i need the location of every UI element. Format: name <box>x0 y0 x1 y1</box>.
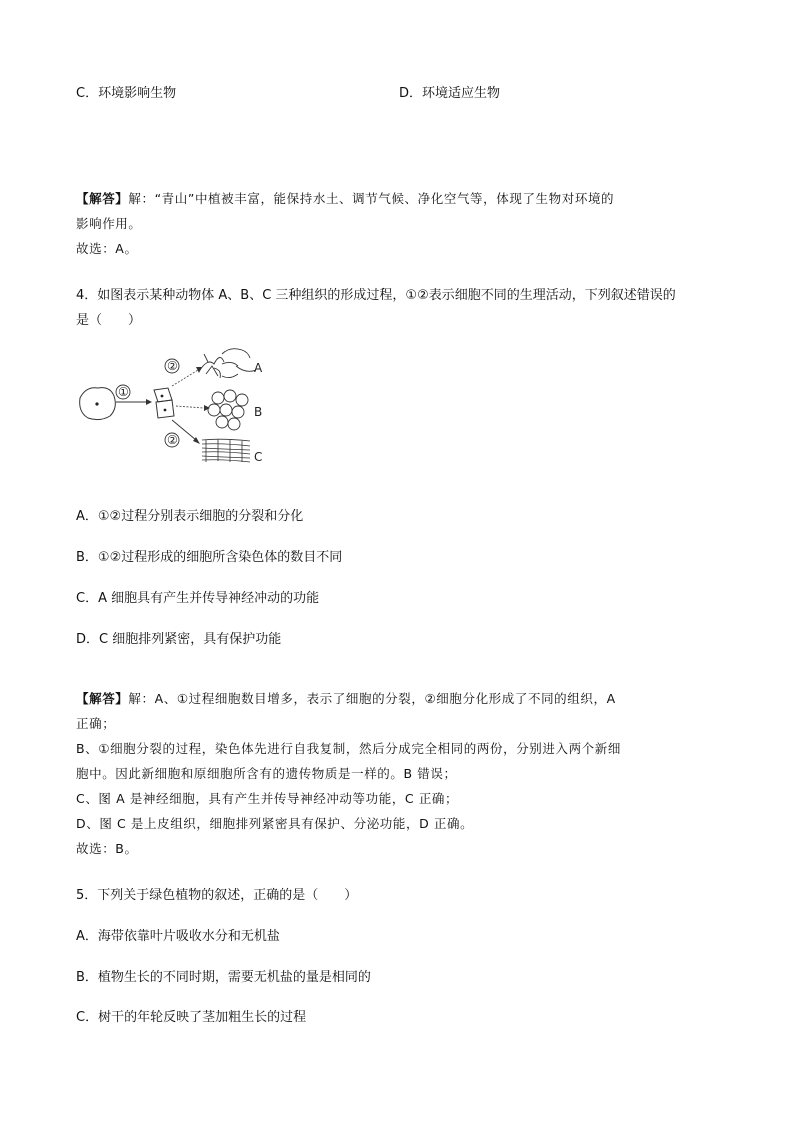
q4-answer-line-2: 正确； <box>76 716 116 731</box>
q4-answer-line-4: 胞中。因此新细胞和原细胞所含有的遗传物质是一样的。B 错误； <box>76 766 457 781</box>
q4-option-d: D．C 细胞排列紧密，具有保护功能 <box>76 632 282 647</box>
q3-answer-text-1: 解：“青山”中植被丰富，能保持水土、调节气候、净化空气等，体现了生物对环境的 <box>128 191 615 206</box>
divided-cell-nucleus-1 <box>161 395 164 398</box>
q4-answer-choice: 故选：B。 <box>76 841 138 856</box>
step1-arrowhead <box>146 399 152 405</box>
q3-answer-choice: 故选：A。 <box>76 241 138 256</box>
q4-stem-line-1: 4．如图表示某种动物体 A、B、C 三种组织的形成过程，①②表示细胞不同的生理活动，下列叙述错误的 <box>76 288 676 303</box>
q4-answer-text-1: 解：A、①过程细胞数目增多，表示了细胞的分裂，②细胞分化形成了不同的组织，A <box>128 691 616 706</box>
step2-top-label: ② <box>167 359 178 373</box>
answer-tag: 【解答】 <box>76 691 129 706</box>
step2-bottom-label: ② <box>167 433 178 447</box>
q5-option-b: B．植物生长的不同时期，需要无机盐的量是相同的 <box>76 970 371 985</box>
q5-option-a: A．海带依靠叶片吸收水分和无机盐 <box>76 929 280 944</box>
tissue-c <box>202 439 250 462</box>
q3-answer-line-2: 影响作用。 <box>76 216 142 231</box>
q3-option-c: C．环境影响生物 <box>76 86 177 101</box>
divided-cell-nucleus-2 <box>164 409 167 412</box>
nerve-fiber-top <box>222 349 250 358</box>
q4-option-a: A．①②过程分别表示细胞的分裂和分化 <box>76 509 304 524</box>
original-cell-nucleus <box>95 402 98 405</box>
q4-answer-line-1 <box>76 689 616 707</box>
q3-answer-line-1 <box>76 189 614 207</box>
answer-tag: 【解答】 <box>76 191 129 206</box>
tissue-formation-diagram <box>72 340 272 475</box>
q4-option-b: B．①②过程形成的细胞所含染色体的数目不同 <box>76 550 343 565</box>
q4-stem-line-2: 是（ ） <box>76 313 142 328</box>
arrow-to-b <box>176 406 204 408</box>
label-a: A <box>254 361 263 375</box>
q3-option-d: D．环境适应生物 <box>399 86 501 101</box>
q5-stem: 5．下列关于绿色植物的叙述，正确的是（ ） <box>76 888 358 903</box>
label-c: C <box>254 450 263 464</box>
q4-option-c: C．A 细胞具有产生并传导神经冲动的功能 <box>76 591 320 606</box>
label-b: B <box>254 405 263 419</box>
q4-answer-line-5: C、图 A 是神经细胞，具有产生并传导神经冲动等功能，C 正确； <box>76 791 459 806</box>
q5-option-c: C．树干的年轮反映了茎加粗生长的过程 <box>76 1010 307 1025</box>
tissue-b <box>208 390 248 430</box>
nerve-tissue-a <box>200 354 256 378</box>
q4-answer-line-6: D、图 C 是上皮组织，细胞排列紧密具有保护、分泌功能，D 正确。 <box>76 816 474 831</box>
step1-label: ① <box>118 385 129 399</box>
q4-answer-line-3: B、①细胞分裂的过程，染色体先进行自我复制，然后分成完全相同的两份，分别进入两个新细 <box>76 741 621 756</box>
